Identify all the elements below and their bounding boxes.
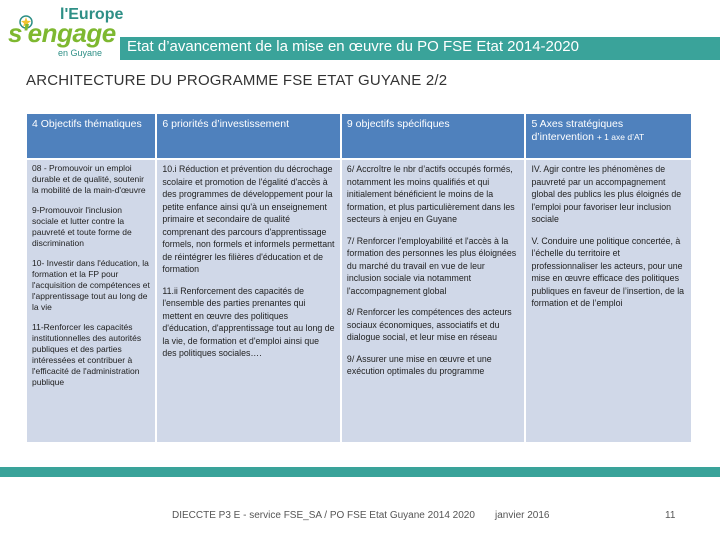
logo-sengage-text: s'engage (8, 18, 116, 48)
priorite-item: 11.ii Renforcement des capacités de l'ensemble des parties prenantes qui mettent en œuvre des politiques d'éducation, d'apprentissage tout au long de la vie, de formation et d'emploi ainsi que des politiques sociales…. (162, 285, 335, 358)
europe-sengage-logo (4, 2, 122, 60)
objectif-specifique-item: 8/ Renforcer les compétences des acteurs sociaux économiques, associatifs et du dialogue social, et leur mise en réseau (346, 307, 512, 342)
header-objectifs-thematiques: 4 Objectifs thématiques (27, 114, 155, 158)
header-axes-label: 5 Axes stratégiques d’intervention (531, 118, 624, 143)
header (0, 0, 720, 60)
objectif-item: 9-Promouvoir l'inclusion sociale et lutter contre la pauvreté et toute forme de discrimination (32, 205, 132, 248)
footer-bar (0, 467, 720, 477)
footer-source: DIECCTE P3 E - service FSE_SA / PO FSE Etat Guyane 2014 2020 (172, 510, 475, 521)
cell-objectifs-specifiques (342, 160, 525, 442)
cell-axes-strategiques (526, 160, 691, 442)
objectif-specifique-item: 7/ Renforcer l'employabilité et l'accès à la formation des personnes les plus éloignées du marché du travail en vue de leur inclusion sociale via notamment l'accompagnement global (346, 235, 517, 296)
axe-item: V. Conduire une politique concertée, à l’échelle du territoire et professionnaliser les acteurs, pour une mise en œuvre efficace des politiques publiques en faveur de l’insertion, de la formation et de l’emploi (531, 235, 685, 308)
cell-priorites-investissement (157, 160, 340, 442)
page-title: ARCHITECTURE DU PROGRAMME FSE ETAT GUYANE 2/2 (26, 72, 448, 89)
logo-europe-text: l'Europe (60, 6, 124, 23)
table-header-row (27, 114, 691, 158)
objectif-item: 11-Renforcer les capacités institutionnelles des autorités publiques et des parties intéressées et contribuer à l'efficacité de l'administration publique (32, 322, 142, 387)
logo-guyane-text: en Guyane (58, 48, 103, 58)
table-row (27, 160, 691, 442)
objectif-item: 10- Investir dans l'éducation, la formation et la FP pour l'acquisition de compétences et l'apprentissage tout au long de la vie (32, 258, 150, 312)
page-number: 11 (665, 510, 676, 521)
cell-objectifs-thematiques (27, 160, 155, 442)
header-title: Etat d’avancement de la mise en œuvre du PO FSE Etat 2014-2020 (127, 38, 579, 55)
header-priorites-investissement: 6 priorités d’investissement (157, 114, 340, 158)
objectif-specifique-item: 9/ Assurer une mise en œuvre et une exécution optimales du programme (346, 353, 492, 376)
header-axes-suffix: + 1 axe d’AT (596, 132, 645, 142)
header-objectifs-specifiques: 9 objectifs spécifiques (342, 114, 525, 158)
priorite-item: 10.i Réduction et prévention du décrochage scolaire et promotion de l'égalité d'accès à des programmes de développement pour la petite enfance ainsi qu'à un enseignement primaire et secondaire de qualité comprenant des parcours d'apprentissage formels, non formels et informels permettant de réintégrer les filières d'éducation et de formation (162, 164, 335, 274)
axe-item: IV. Agir contre les phénomènes de pauvreté par un accompagnement global des publics les plus éloignés de l'emploi pour favoriser leur inclusion sociale (531, 164, 682, 224)
footer-date: janvier 2016 (495, 510, 550, 521)
objectif-item: 08 - Promouvoir un emploi durable et de qualité, soutenir la mobilité de la main-d'œuvre (32, 163, 146, 195)
programme-architecture-table (25, 112, 693, 444)
objectif-specifique-item: 6/ Accroître le nbr d’actifs occupés formés, notamment les moins qualifiés et qui initialement bénéficient le moins de la formation, et plus particulièrement dans les secteurs à enjeu en Guyane (346, 164, 515, 224)
header-axes-strategiques (526, 114, 691, 158)
